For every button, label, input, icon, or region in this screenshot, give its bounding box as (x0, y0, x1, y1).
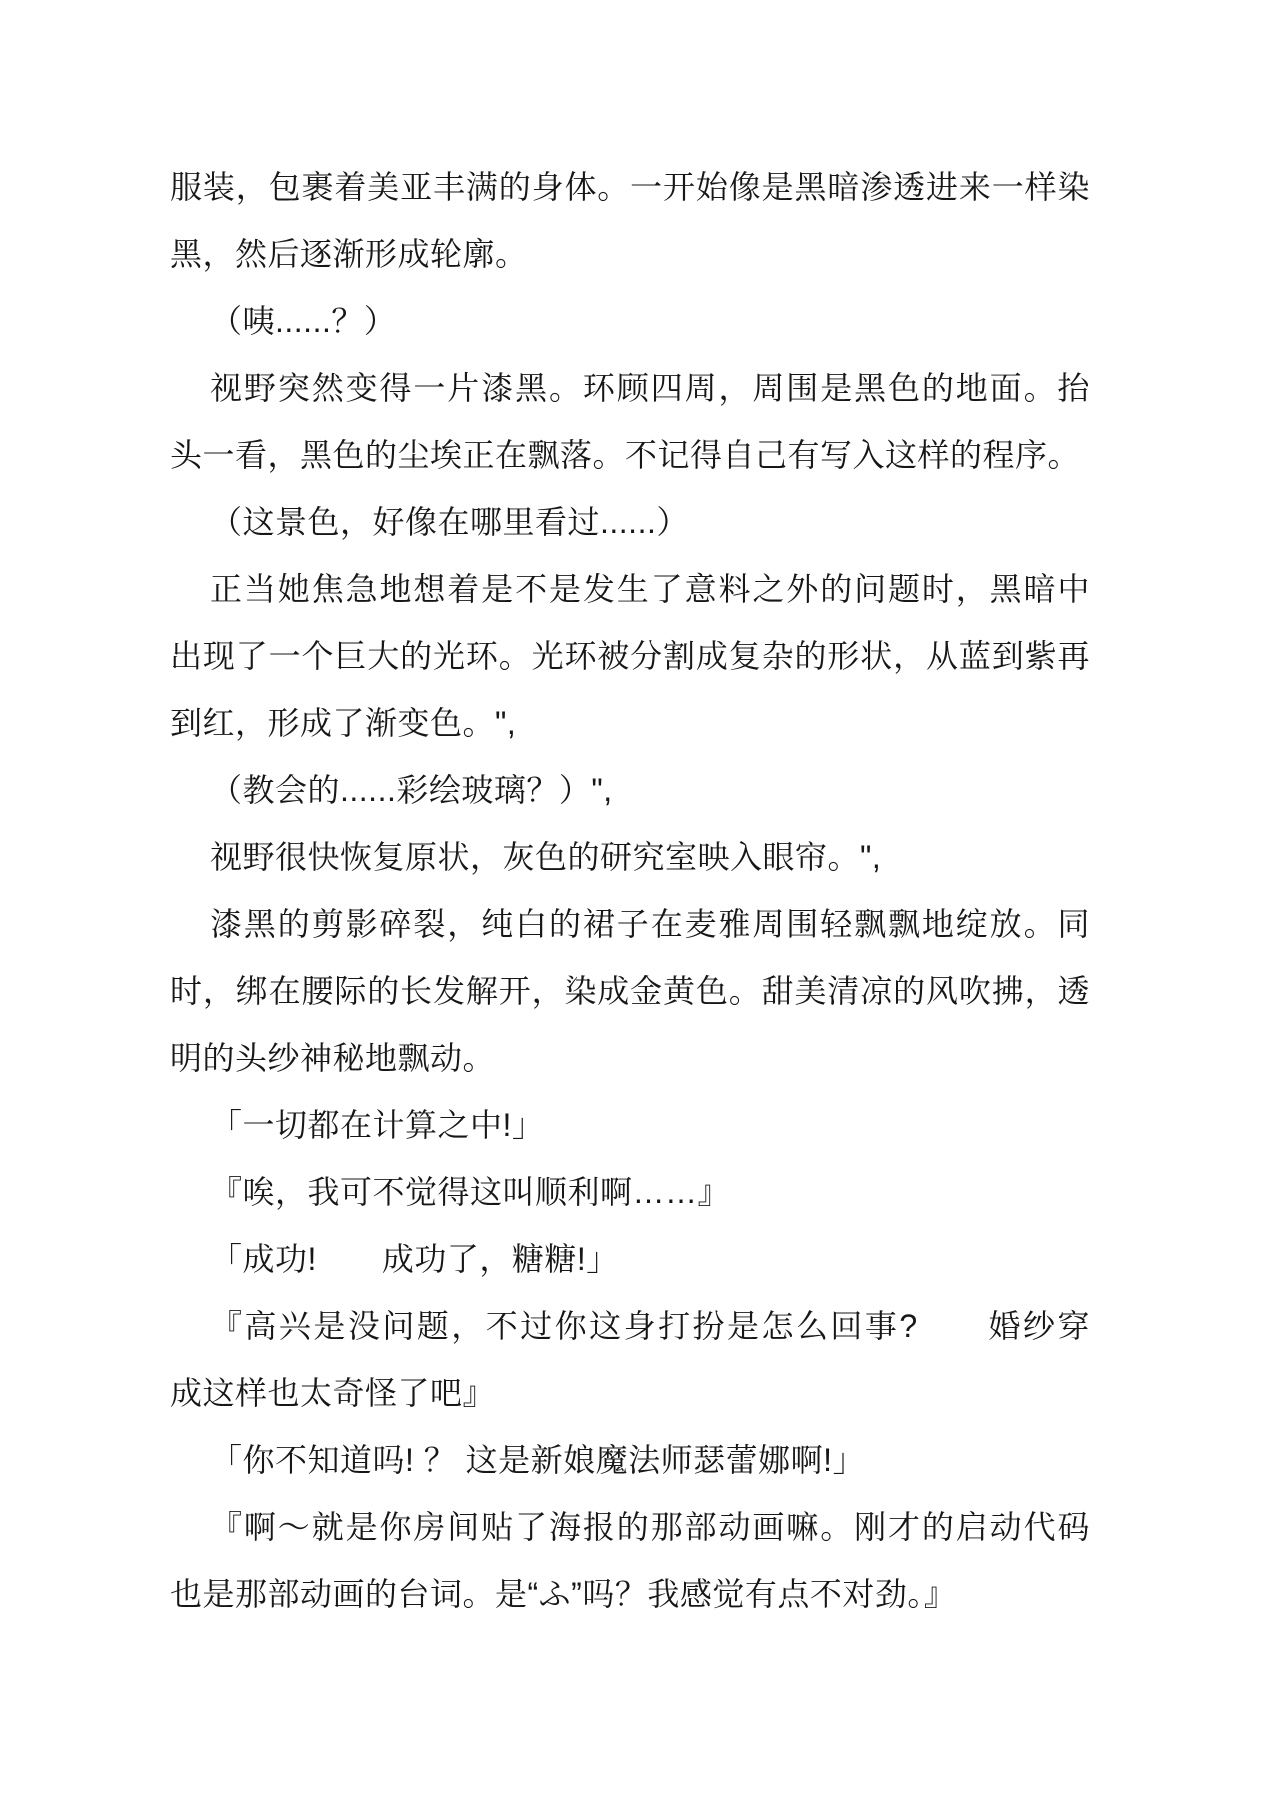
text-line: 漆黑的剪影碎裂，纯白的裙子在麦雅周围轻飘飘地绽放。同 (210, 906, 1090, 942)
text-line: 头一看，黑色的尘埃正在飘落。不记得自己有写入这样的程序。 (170, 437, 1081, 473)
text-line: 成这样也太奇怪了吧』 (170, 1375, 496, 1411)
text-line: 『唉，我可不觉得这叫顺利啊……』 (210, 1174, 731, 1210)
text-line: 『啊～就是你房间贴了海报的那部动画嘛。刚才的启动代码 (210, 1509, 1090, 1545)
text-line: 『高兴是没问题，不过你这身打扮是怎么回事? 婚纱穿 (210, 1308, 1090, 1344)
text-line: （咦......？） (210, 303, 397, 339)
text-line: 「你不知道吗! ？ 这是新娘魔法师瑟蕾娜啊!」 (210, 1442, 866, 1478)
text-line: 视野很快恢复原状，灰色的研究室映入眼帘。", (210, 839, 882, 875)
text-line: 明的头纱神秘地飘动。 (170, 1040, 496, 1076)
text-line: （教会的......彩绘玻璃？）", (210, 772, 613, 808)
text-line: 到红，形成了渐变色。", (170, 705, 517, 741)
text-line: 「成功! 成功了，糖糖!」 (210, 1241, 619, 1277)
text-line: 服装，包裹着美亚丰满的身体。一开始像是黑暗渗透进来一样染 (170, 169, 1090, 205)
text-line: 「一切都在计算之中!」 (210, 1107, 545, 1143)
text-line: 正当她焦急地想着是不是发生了意料之外的问题时，黑暗中 (210, 571, 1090, 607)
text-line: 也是那部动画的台词。是“ふ”吗？我感觉有点不对劲。』 (170, 1576, 957, 1612)
text-line: 时，绑在腰际的长发解开，染成金黄色。甜美清凉的风吹拂，透 (170, 973, 1090, 1009)
text-line: 视野突然变得一片漆黑。环顾四周，周围是黑色的地面。抬 (210, 370, 1090, 406)
text-content (170, 154, 1090, 1628)
text-line: （这景色，好像在哪里看过......） (210, 504, 689, 540)
text-line: 黑，然后逐渐形成轮廓。 (170, 236, 528, 272)
text-line: 出现了一个巨大的光环。光环被分割成复杂的形状，从蓝到紫再 (170, 638, 1090, 674)
